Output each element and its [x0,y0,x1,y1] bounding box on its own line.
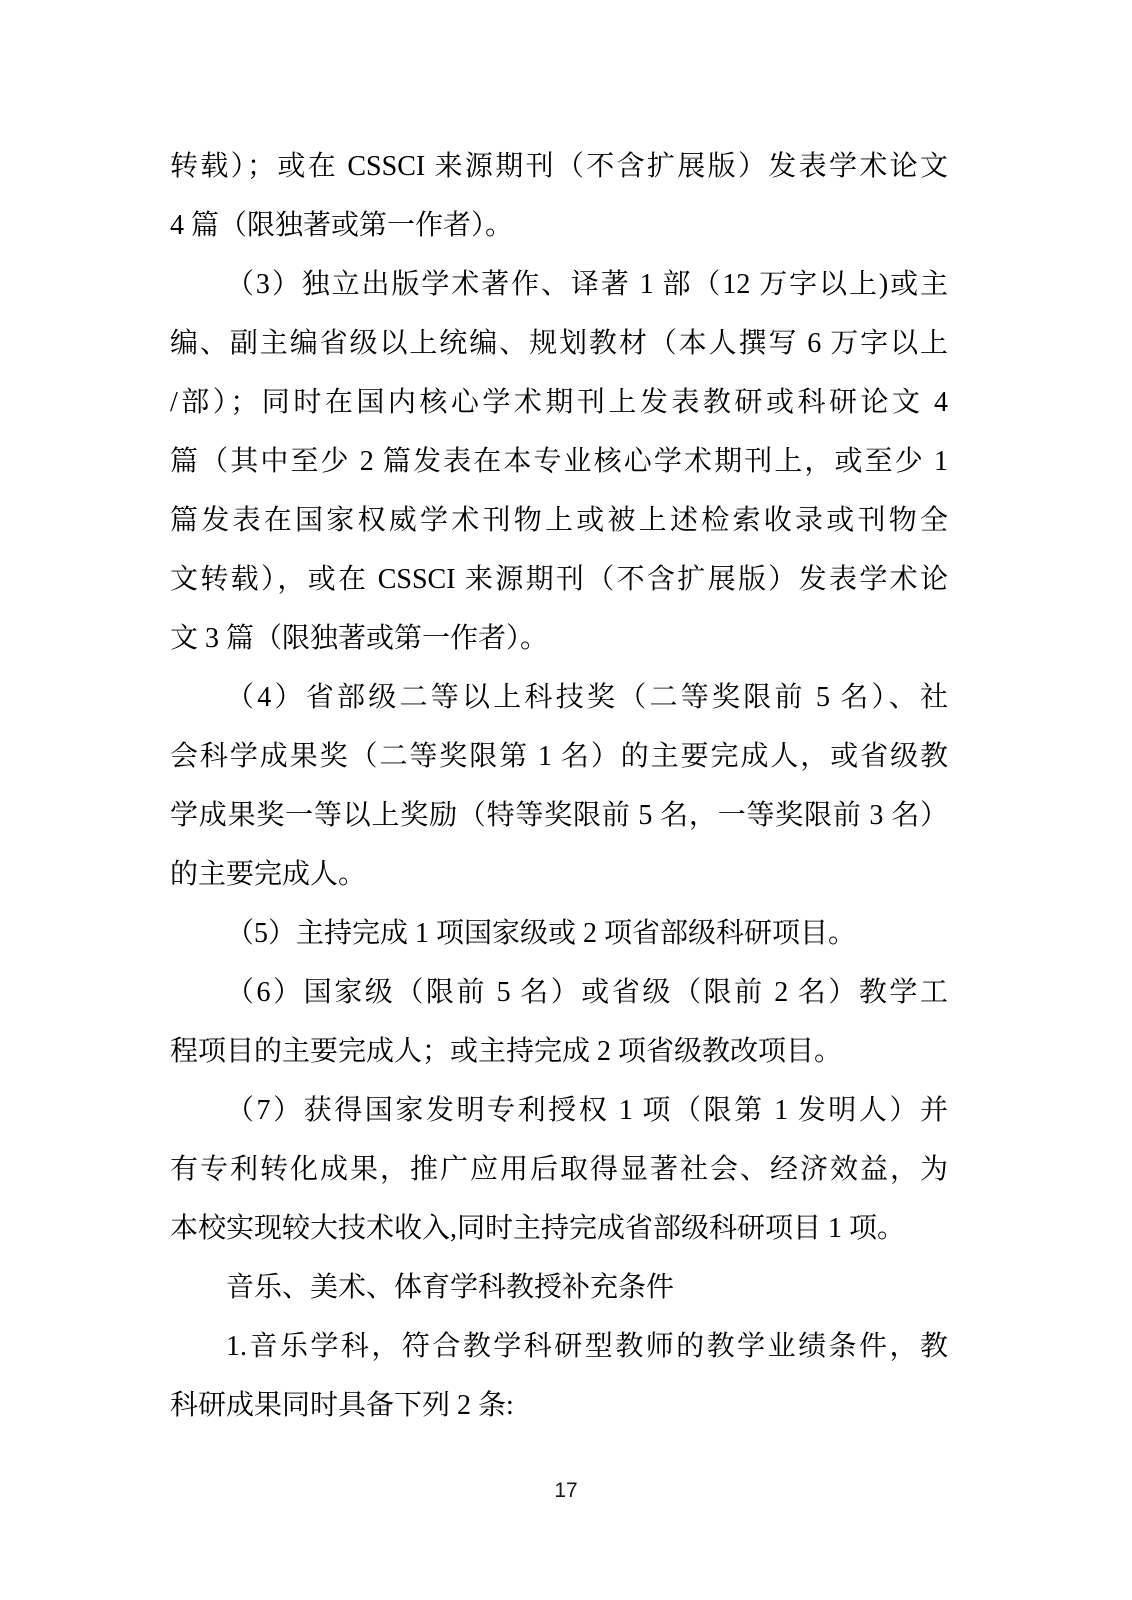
text-line: 学成果奖一等以上奖励（特等奖限前 5 名，一等奖限前 3 名） [170,800,948,831]
text-line: 文 3 篇（限独著或第一作者）。 [170,623,549,654]
text-line: 程项目的主要完成人；或主持完成 2 项省级教改项目。 [170,1036,843,1067]
paragraph [170,137,948,255]
document-body [170,137,948,1435]
text-line: 音乐、美术、体育学科教授补充条件 [226,1272,675,1303]
page-number: 17 [554,1479,578,1502]
paragraph [170,963,948,1081]
paragraph [170,1258,948,1317]
paragraph [170,668,948,904]
text-line: 会科学成果奖（二等奖限第 1 名）的主要完成人，或省级教 [170,741,948,772]
text-line: 科研成果同时具备下列 2 条: [170,1390,514,1421]
text-line: （7）获得国家发明专利授权 1 项（限第 1 发明人）并 [226,1095,948,1126]
paragraph [170,904,948,963]
text-line: 篇发表在国家权威学术刊物上或被上述检索收录或刊物全 [170,505,948,536]
text-line: （4）省部级二等以上科技奖（二等奖限前 5 名）、社 [226,682,948,713]
text-line: 4 篇（限独著或第一作者）。 [170,210,514,241]
paragraph [170,255,948,668]
text-line: 的主要完成人。 [170,859,367,890]
text-line: 转载）；或在 CSSCI 来源期刊（不含扩展版）发表学术论文 [170,151,948,182]
text-line: 有专利转化成果，推广应用后取得显著社会、经济效益，为 [170,1154,948,1185]
text-line: 篇（其中至少 2 篇发表在本专业核心学术期刊上，或至少 1 [170,446,948,477]
text-line: 1.音乐学科，符合教学科研型教师的教学业绩条件，教 [226,1331,948,1362]
text-line: 文转载），或在 CSSCI 来源期刊（不含扩展版）发表学术论 [170,564,948,595]
paragraph [170,1317,948,1435]
text-line: （6）国家级（限前 5 名）或省级（限前 2 名）教学工 [226,977,948,1008]
paragraph [170,1081,948,1258]
text-line: 编、副主编省级以上统编、规划教材（本人撰写 6 万字以上 [170,328,948,359]
text-line: 本校实现较大技术收入,同时主持完成省部级科研项目 1 项。 [170,1213,906,1244]
text-line: /部）；同时在国内核心学术期刊上发表教研或科研论文 4 [170,387,948,418]
text-line: （3）独立出版学术著作、译著 1 部（12 万字以上)或主 [226,269,948,300]
text-line: （5）主持完成 1 项国家级或 2 项省部级科研项目。 [226,918,857,949]
